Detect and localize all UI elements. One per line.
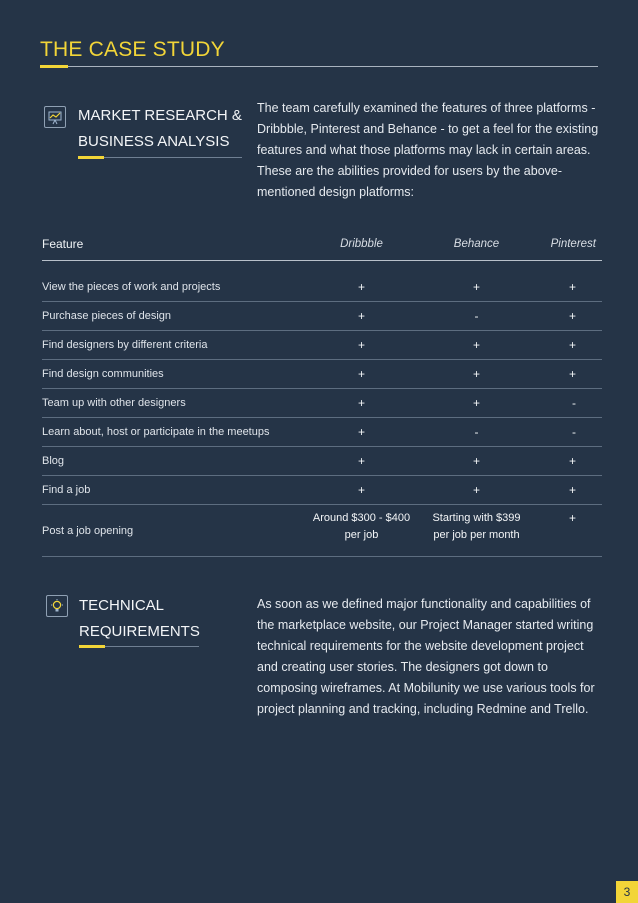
- dribbble-cell: +: [304, 476, 419, 505]
- table-row: [42, 505, 602, 557]
- pinterest-cell: +: [534, 360, 602, 389]
- technical-heading-line2: REQUIREMENTS: [79, 623, 200, 640]
- behance-cell: -: [419, 418, 534, 447]
- behance-cell: +: [419, 331, 534, 360]
- behance-price-line2: per job per month: [433, 529, 520, 541]
- technical-heading-accent: [79, 645, 105, 648]
- pinterest-cell: +: [534, 505, 602, 557]
- feature-cell: Find design communities: [42, 360, 304, 389]
- pinterest-cell: -: [534, 389, 602, 418]
- feature-cell: Purchase pieces of design: [42, 302, 304, 331]
- pinterest-cell: +: [534, 447, 602, 476]
- technical-heading-line1: TECHNICAL: [79, 597, 165, 614]
- table-row: [42, 476, 602, 505]
- pinterest-cell: -: [534, 418, 602, 447]
- dribbble-price-line1: Around $300 - $400: [312, 512, 411, 524]
- table-row: [42, 331, 602, 360]
- pinterest-cell: +: [534, 302, 602, 331]
- feature-comparison-table: [42, 228, 602, 557]
- table-row: [42, 273, 602, 302]
- behance-cell: +: [419, 273, 534, 302]
- table-row: [42, 302, 602, 331]
- dribbble-cell: +: [304, 273, 419, 302]
- table-row: [42, 389, 602, 418]
- table-row: [42, 418, 602, 447]
- dribbble-cell: +: [304, 418, 419, 447]
- feature-cell: Post a job opening: [42, 505, 304, 557]
- table-row: [42, 360, 602, 389]
- technical-heading: [79, 593, 200, 645]
- page-title: THE CASE STUDY: [40, 38, 225, 61]
- header-behance: Behance: [419, 228, 534, 261]
- chart-presentation-icon: [44, 106, 66, 128]
- dribbble-cell: +: [304, 447, 419, 476]
- dribbble-cell: +: [304, 389, 419, 418]
- market-research-heading: [78, 103, 242, 155]
- behance-cell: +: [419, 447, 534, 476]
- behance-price-line1: Starting with $399: [432, 512, 521, 524]
- behance-cell: +: [419, 476, 534, 505]
- table-header-row: [42, 228, 602, 261]
- header-dribbble: Dribbble: [304, 228, 419, 261]
- pinterest-cell: +: [534, 331, 602, 360]
- pinterest-cell: +: [534, 273, 602, 302]
- lightbulb-icon: [46, 595, 68, 617]
- feature-cell: Learn about, host or participate in the meetups: [42, 418, 304, 447]
- market-research-heading-line2: BUSINESS ANALYSIS: [78, 133, 230, 150]
- title-divider: [40, 66, 598, 67]
- market-research-text: The team carefully examined the features of three platforms - Dribbble, Pinterest and Behance - to get a feel for the existing features and what those platforms may lack in certain areas. These are the abilities provided for users by the above-mentioned design platforms:: [257, 101, 599, 199]
- title-divider-accent: [40, 65, 68, 68]
- dribbble-cell: +: [304, 302, 419, 331]
- feature-cell: View the pieces of work and projects: [42, 273, 304, 302]
- table-row: [42, 447, 602, 476]
- header-pinterest: Pinterest: [534, 228, 602, 261]
- behance-cell: -: [419, 302, 534, 331]
- market-research-heading-accent: [78, 156, 104, 159]
- behance-cell: +: [419, 389, 534, 418]
- market-research-heading-line1: MARKET RESEARCH &: [78, 107, 242, 124]
- header-feature: Feature: [42, 228, 304, 261]
- feature-cell: Find a job: [42, 476, 304, 505]
- feature-cell: Blog: [42, 447, 304, 476]
- behance-cell: [419, 505, 534, 557]
- feature-cell: Find designers by different criteria: [42, 331, 304, 360]
- dribbble-cell: +: [304, 360, 419, 389]
- technical-text: As soon as we defined major functionality and capabilities of the marketplace website, our Project Manager started writing technical requirements for the website development project and creating user stories. The designers got down to composing wireframes. At Mobilunity we use various tools for project planning and tracking, including Redmine and Trello.: [257, 597, 595, 716]
- dribbble-cell: [304, 505, 419, 557]
- pinterest-cell: +: [534, 476, 602, 505]
- page-number: 3: [616, 881, 638, 903]
- dribbble-price-line2: per job: [344, 529, 379, 541]
- dribbble-cell: +: [304, 331, 419, 360]
- behance-cell: +: [419, 360, 534, 389]
- feature-cell: Team up with other designers: [42, 389, 304, 418]
